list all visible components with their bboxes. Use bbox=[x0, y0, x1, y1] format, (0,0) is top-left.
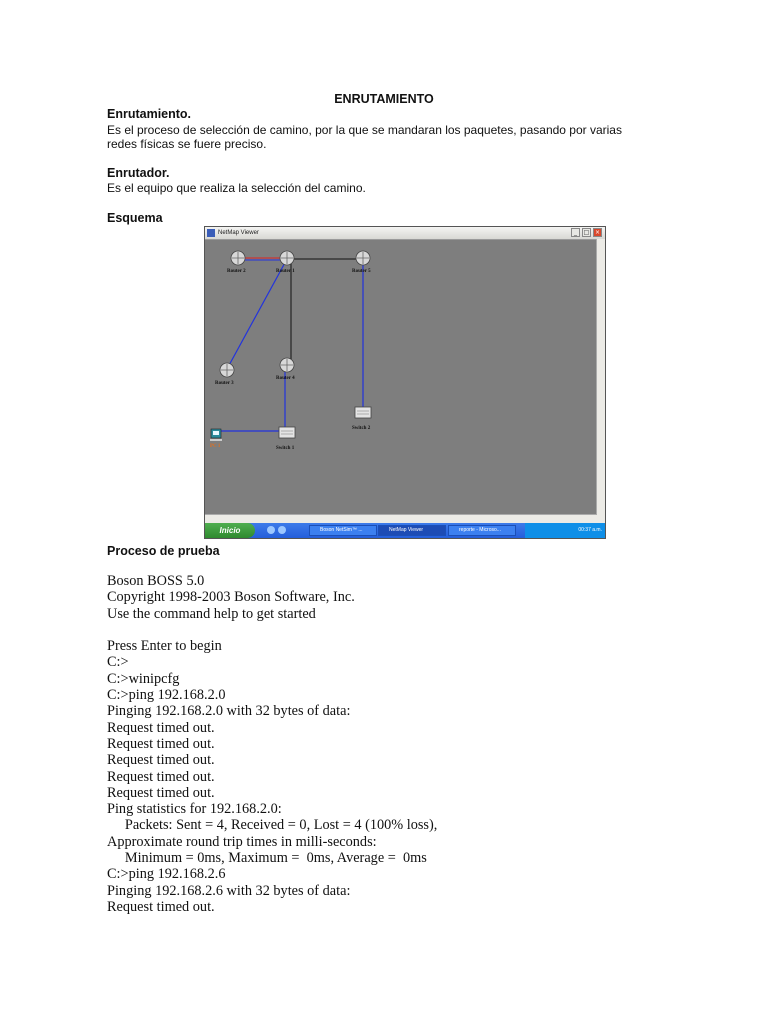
switch-2-icon[interactable] bbox=[355, 407, 371, 418]
heading-enrutamiento: Enrutamiento. bbox=[107, 107, 192, 121]
close-icon[interactable]: × bbox=[594, 229, 601, 236]
router-3-label: Router 3 bbox=[215, 381, 234, 386]
paragraph-line: redes físicas se fuere preciso. bbox=[107, 137, 267, 151]
explorer-icon[interactable] bbox=[278, 526, 286, 534]
heading-enrutador: Enrutador. bbox=[107, 166, 170, 180]
console-line: C:> bbox=[107, 654, 129, 671]
console-line: Press Enter to begin bbox=[107, 638, 222, 655]
console-line: Use the command help to get started bbox=[107, 605, 316, 622]
page-title: ENRUTAMIENTO bbox=[334, 92, 434, 106]
router-3-icon[interactable] bbox=[220, 363, 234, 377]
link-r1-r3 bbox=[227, 259, 287, 369]
console-line: Request timed out. bbox=[107, 768, 215, 785]
horizontal-scrollbar[interactable] bbox=[205, 514, 597, 523]
console-output bbox=[107, 573, 437, 915]
taskbar bbox=[205, 523, 605, 538]
console-line: Boson BOSS 5.0 bbox=[107, 573, 205, 589]
console-line: Request timed out. bbox=[107, 752, 215, 769]
minimize-icon[interactable]: _ bbox=[571, 228, 580, 237]
console-line: C:>ping 192.168.2.6 bbox=[107, 866, 226, 883]
vertical-scrollbar[interactable] bbox=[596, 239, 605, 523]
netmap-screenshot bbox=[204, 226, 606, 539]
console-line: Packets: Sent = 4, Received = 0, Lost = 4 (100% loss), bbox=[107, 817, 438, 834]
console-line: Request timed out. bbox=[107, 898, 215, 915]
ie-icon[interactable] bbox=[267, 526, 275, 534]
pc-label: PC 1 bbox=[210, 444, 221, 449]
router-4-label: Router 4 bbox=[276, 376, 295, 381]
console-line: Copyright 1998-2003 Boson Software, Inc. bbox=[107, 589, 355, 606]
router-1-icon[interactable] bbox=[280, 251, 294, 265]
switch-2-label: Switch 2 bbox=[352, 426, 371, 431]
router-5-label: Router 5 bbox=[352, 269, 371, 274]
system-tray bbox=[525, 523, 605, 538]
switch-1-label: Switch 1 bbox=[276, 446, 295, 451]
console-line: Request timed out. bbox=[107, 735, 215, 752]
task-boson-netsim[interactable]: Boson NetSim™ ... bbox=[309, 525, 377, 536]
console-line: Pinging 192.168.2.6 with 32 bytes of data: bbox=[107, 882, 351, 899]
switch-1-icon[interactable] bbox=[279, 427, 295, 438]
paragraph-line: Es el equipo que realiza la selección del camino. bbox=[107, 181, 366, 195]
network-map bbox=[205, 239, 597, 511]
task-reporte[interactable]: reporte - Microso... bbox=[448, 525, 516, 536]
router-2-icon[interactable] bbox=[231, 251, 245, 265]
window-title: NetMap Viewer bbox=[218, 230, 259, 236]
app-icon bbox=[207, 229, 215, 237]
paragraph-line: Es el proceso de selección de camino, por la que se mandaran los paquetes, pasando por varias bbox=[107, 123, 622, 137]
console-line: Minimum = 0ms, Maximum = 0ms, Average = 0ms bbox=[107, 850, 427, 867]
console-line: C:>winipcfg bbox=[107, 670, 180, 687]
router-1-label: Router 1 bbox=[276, 269, 295, 274]
console-line: Approximate round trip times in milli-seconds: bbox=[107, 833, 377, 850]
console-line: Request timed out. bbox=[107, 784, 215, 801]
console-line: Ping statistics for 192.168.2.0: bbox=[107, 801, 282, 818]
console-line: Pinging 192.168.2.0 with 32 bytes of data: bbox=[107, 703, 351, 720]
maximize-icon[interactable]: □ bbox=[583, 229, 590, 236]
task-netmap-viewer[interactable]: NetMap Viewer bbox=[378, 525, 446, 536]
console-line bbox=[107, 622, 437, 638]
start-button[interactable]: Inicio bbox=[205, 523, 255, 538]
clock: 00:37 a.m. bbox=[578, 527, 602, 533]
router-5-icon[interactable] bbox=[356, 251, 370, 265]
heading-esquema: Esquema bbox=[107, 211, 163, 225]
pc-icon[interactable] bbox=[210, 429, 222, 441]
console-line: C:>ping 192.168.2.0 bbox=[107, 687, 226, 704]
router-2-label: Router 2 bbox=[227, 269, 246, 274]
console-line: Request timed out. bbox=[107, 719, 215, 736]
router-4-icon[interactable] bbox=[280, 358, 294, 372]
heading-proceso-de-prueba: Proceso de prueba bbox=[107, 544, 220, 558]
